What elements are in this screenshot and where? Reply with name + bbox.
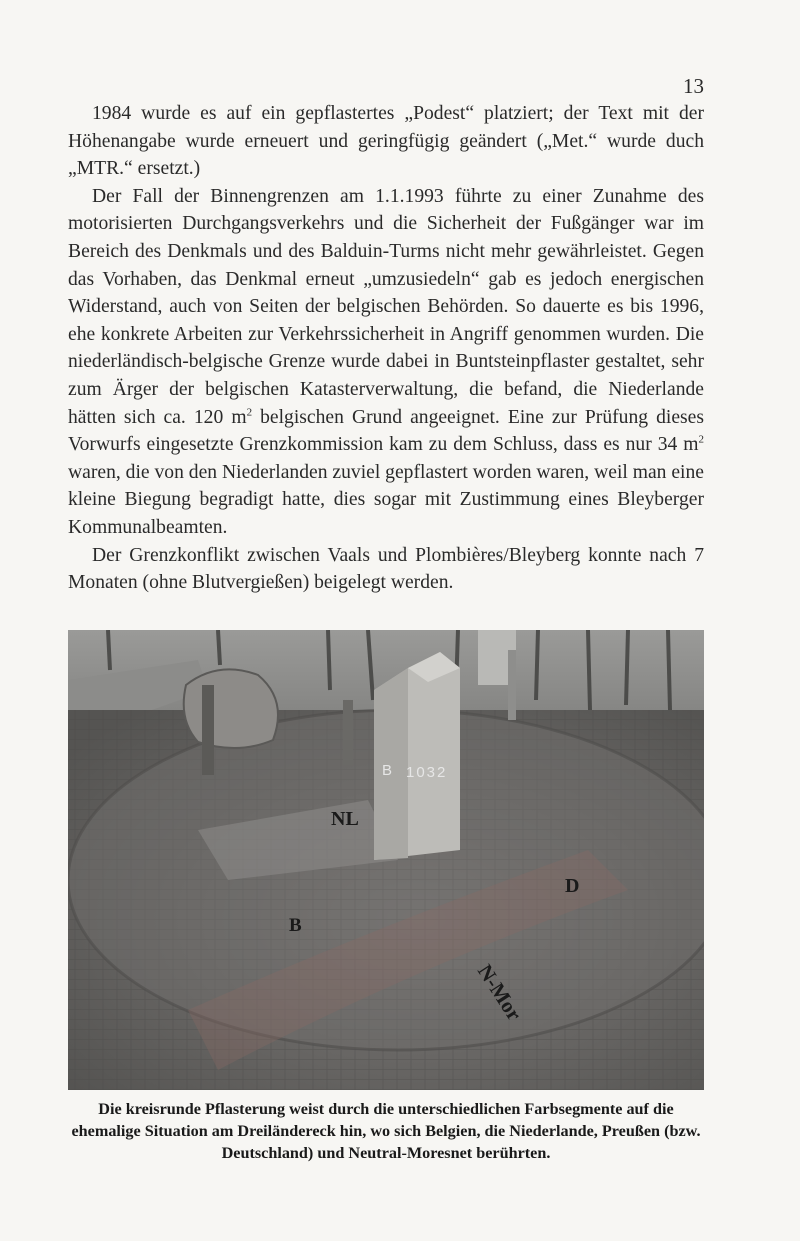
marker-number: 1032 [406, 764, 448, 781]
photo-caption: Die kreisrunde Pflasterung weist durch die unterschiedlichen Farbsegmente auf die ehemalige Situation am Dreiländereck hin, wo sich Belgien, die Niederlande, Preußen (bzw. Deutschland) und Neutral-Moresnet berührten. [71, 1100, 701, 1162]
marker-letter: B [382, 762, 399, 779]
label-n-mor: N-Mor [472, 960, 527, 1025]
boundary-marker-photo [68, 630, 704, 1090]
paragraph-2-text-b: belgischen Grund angeeignet. Eine zur Prüfung dieses Vorwurfs eingesetzte Grenzkommission kam zu dem Schluss, dass es nur 34 m [68, 406, 704, 456]
paragraph-1-text: 1984 wurde es auf ein gepflastertes „Podest“ platziert; der Text mit der Höhenangabe wurde erneuert und geringfügig geändert („Met.“ wurde duch „MTR.“ ersetzt.) [68, 103, 704, 180]
paragraph-2-text-a: Der Fall der Binnengrenzen am 1.1.1993 führte zu einer Zunahme des motorisierten Durchgangsverkehrs und die Sicherheit der Fußgänger war im Bereich des Denkmals und des Balduin-Turms nicht mehr gewährleistet. Gegen das Vorhaben, das Denkmal erneut „umzusiedeln“ gab es jedoch energischen Widerstand, auch von Seiten der belgischen Behörden. So dauerte es bis 1996, ehe konkrete Arbeiten zur Verkehrssicherheit in Angriff genommen wurden. Die niederländisch-belgische Grenze wurde dabei in Buntsteinpflaster gestaltet, sehr zum Ärger der belgischen Katasterverwaltung, die befand, die Niederlande hätten sich ca. 120 m [68, 185, 704, 428]
superscript-squared: 2 [698, 433, 704, 446]
bollard-right [343, 700, 353, 765]
page-number: 13 [683, 74, 704, 98]
bollard-left [202, 685, 214, 775]
photo-drawing [68, 630, 704, 1090]
label-nl: NL [331, 808, 359, 830]
boulder [184, 669, 278, 748]
paragraph-3 [68, 542, 704, 597]
paragraph-2 [68, 183, 704, 542]
paragraph-1 [68, 100, 704, 183]
boundary-marker [374, 652, 460, 860]
paragraph-3-text: Der Grenzkonflikt zwischen Vaals und Plombières/Bleyberg konnte nach 7 Monaten (ohne Blutvergießen) beigelegt werden. [68, 544, 704, 594]
paragraph-2-text-c: waren, die von den Niederlanden zuviel gepflastert worden waren, weil man eine kleine Biegung begradigt hatte, dies sogar mit Zustimmung eines Bleyberger Kommunalbeamten. [68, 461, 704, 538]
superscript-squared: 2 [246, 406, 253, 418]
body-text [68, 100, 704, 597]
label-b: B [289, 915, 302, 936]
label-d: D [565, 875, 580, 897]
pole [508, 650, 516, 720]
